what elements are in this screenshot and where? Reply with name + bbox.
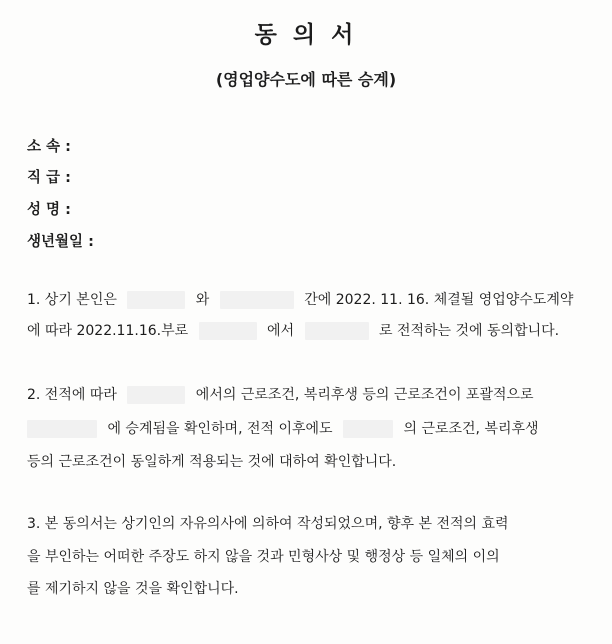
field-affiliation: 소 속 : (27, 139, 71, 155)
field-birthdate: 생년월일 : (27, 234, 94, 250)
clause2-line3 (27, 451, 396, 473)
clause3-text: 3. 본 동의서는 상기인의 자유의사에 의하여 작성되었으며, 향후 본 전적의 효력 (27, 516, 509, 532)
redacted-blank (343, 420, 393, 438)
redacted-blank (199, 322, 257, 340)
clause1-text: 1. 상기 본인은 (27, 292, 117, 308)
field-position: 직 급 : (27, 170, 71, 186)
clause2-line1 (27, 384, 534, 406)
clause3-text: 을 부인하는 어떠한 주장도 하지 않을 것과 민형사상 및 행정상 등 일체의 이의 (27, 549, 500, 565)
redacted-blank (127, 291, 185, 309)
clause1-text: 로 전적하는 것에 동의합니다. (379, 323, 560, 339)
clause1-text: 와 (195, 292, 210, 308)
clause3-text: 를 제기하지 않을 것을 확인합니다. (27, 581, 239, 597)
document-title: 동 의 서 (254, 22, 358, 48)
clause2-text: 에 승계됨을 확인하며, 전적 이후에도 (107, 421, 333, 437)
redacted-blank (127, 386, 185, 404)
clause2-line2 (27, 418, 539, 440)
document-subtitle: (영업양수도에 따른 승계) (215, 70, 397, 89)
field-name: 성 명 : (27, 202, 71, 218)
clause3-line1 (27, 513, 509, 535)
clause1-text: 에서 (267, 323, 295, 339)
clause1-line2 (27, 320, 559, 342)
clause1-text: 에 따라 2022.11.16.부로 (27, 323, 189, 339)
clause2-text: 의 근로조건, 복리후생 (403, 421, 539, 437)
clause1-line1 (27, 289, 573, 311)
clause2-text: 에서의 근로조건, 복리후생 등의 근로조건이 포괄적으로 (195, 387, 534, 403)
redacted-blank (220, 291, 294, 309)
redacted-blank (27, 420, 97, 438)
clause2-text: 등의 근로조건이 동일하게 적용되는 것에 대하여 확인합니다. (27, 454, 397, 470)
clause2-text: 2. 전적에 따라 (27, 387, 117, 403)
redacted-blank (305, 322, 369, 340)
clause1-text: 간에 2022. 11. 16. 체결될 영업양수도계약 (304, 292, 574, 308)
clause3-line2 (27, 546, 500, 568)
clause3-line3 (27, 578, 239, 600)
